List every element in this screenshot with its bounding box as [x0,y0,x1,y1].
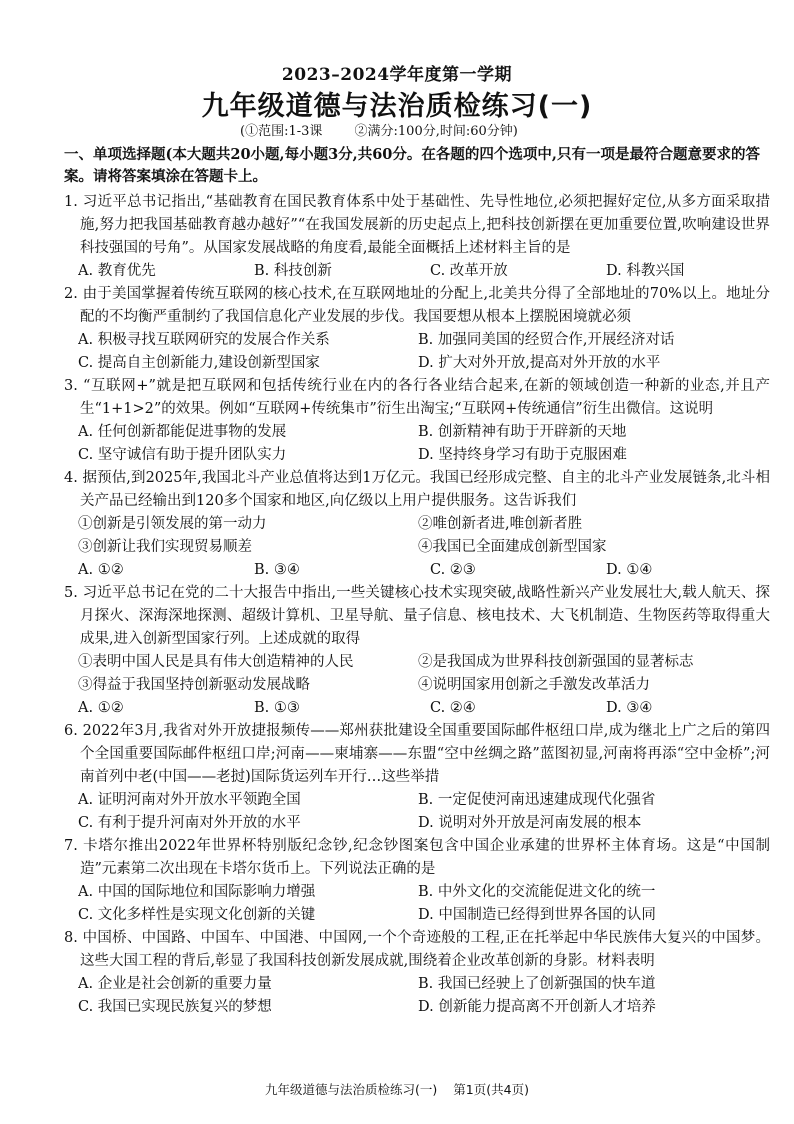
option-a: A. 企业是社会创新的重要力量 [78,976,272,992]
page-footer [0,1080,794,1098]
option-c: C. 有利于提升河南对外开放的水平 [78,815,301,831]
option-c: C. 文化多样性是实现文化创新的关键 [78,907,316,923]
question-6 [64,720,770,835]
option-a: A. 积极寻找互联网研究的发展合作关系 [78,332,330,348]
option-b: B. 一定促使河南迅速建成现代化强省 [418,792,656,808]
year-term: 2023–2024学年度第一学期 [281,65,513,85]
option-c: C. 提高自主创新能力,建设创新型国家 [78,355,320,371]
exam-scope [240,120,780,139]
statement-item: ③得益于我国坚持创新驱动发展战略 [78,677,310,693]
option-list [64,329,770,375]
question-2 [64,283,770,375]
option-b: B. ③④ [254,562,300,578]
option-c: C. 改革开放 [430,263,508,279]
statement-list [64,651,770,697]
page-title: 九年级道德与法治质检练习(一) [201,91,593,122]
option-d: D. 坚持终身学习有助于克服困难 [418,447,627,463]
option-a: A. 任何创新都能促进事物的发展 [78,424,287,440]
option-a: A. 中国的国际地位和国际影响力增强 [78,884,316,900]
question-4 [64,467,770,582]
statement-item: ④说明国家用创新之手激发改革活力 [418,677,650,693]
option-list [64,260,770,283]
option-list [64,697,770,720]
question-stem: 6. 2022年3月,我省对外开放捷报频传——郑州获批建设全国重要国际邮件枢纽口岸,成为继北上广之后的第四个全国重要国际邮件枢纽口岸;河南——柬埔寨——东盟“空中丝绸之路”蓝图初显,河南将再添“空中金桥”;河南首列中老(中国——老挝)国际货运列车开行…这些举措 [64,723,770,785]
statement-item: ③创新让我们实现贸易顺差 [78,539,252,555]
question-stem: 4. 据预估,到2025年,我国北斗产业总值将达到1万亿元。我国已经形成完整、自主的北斗产业发展链条,北斗相关产品已经输出到120多个国家和地区,向亿级以上用户提供服务。这告诉我们 [64,470,770,509]
question-1 [64,191,770,283]
question-stem: 5. 习近平总书记在党的二十大报告中指出,一些关键核心技术实现突破,战略性新兴产业发展壮大,载人航天、探月探火、深海深地探测、超级计算机、卫星导航、量子信息、核电技术、大飞机制造、生物医药等取得重大成果,进入创新型国家行列。上述成就的取得 [64,585,770,647]
option-d: D. 科教兴国 [606,263,685,279]
option-list [64,421,770,467]
option-b: B. 中外文化的交流能促进文化的统一 [418,884,656,900]
scope-points-time: ②满分:100分,时间:60分钟) [354,124,518,139]
question-stem: 3. “互联网+”就是把互联网和包括传统行业在内的各行各业结合起来,在新的领域创造一种新的业态,并且产生“1+1>2”的效果。例如“互联网+传统集市”衍生出淘宝;“互联网+传统通信”衍生出微信。这说明 [64,378,770,417]
option-list [64,881,770,927]
question-stem: 2. 由于美国掌握着传统互联网的核心技术,在互联网地址的分配上,北美共分得了全部地址的70%以上。地址分配的不均衡严重制约了我国信息化产业发展的步伐。我国要想从根本上摆脱困境就必须 [64,286,770,325]
option-a: A. 教育优先 [78,263,156,279]
question-stem: 8. 中国桥、中国路、中国车、中国港、中国网,一个个奇迹般的工程,正在托举起中华民族伟大复兴的中国梦。这些大国工程的背后,彰显了我国科技创新发展成就,围绕着企业改革创新的身影。材料表明 [64,930,770,969]
statement-list [64,513,770,559]
option-list [64,789,770,835]
question-5 [64,582,770,720]
statement-item: ④我国已全面建成创新型国家 [418,539,607,555]
scope-range: (①范围:1-3课 [240,124,323,139]
question-stem: 7. 卡塔尔推出2022年世界杯特别版纪念钞,纪念钞图案包含中国企业承建的世界杯主体育场。这是“中国制造”元素第二次出现在卡塔尔货币上。下列说法正确的是 [64,838,770,877]
option-b: B. 科技创新 [254,263,332,279]
statement-item: ①表明中国人民是具有伟大创造精神的人民 [78,654,354,670]
question-8 [64,927,770,1019]
question-stem: 1. 习近平总书记指出,“基础教育在国民教育体系中处于基础性、先导性地位,必须把握好定位,从多方面采取措施,努力把我国基础教育越办越好”“在我国发展新的历史起点上,把科技创新摆在更加重要位置,吹响建设世界科技强国的号角”。从国家发展战略的角度看,最能全面概括上述材料主旨的是 [64,194,770,256]
footer-page-number: 第1页(共4页) [453,1082,529,1097]
option-d: D. ①④ [606,562,653,578]
question-3 [64,375,770,467]
option-d: D. ③④ [606,700,653,716]
option-d: D. 创新能力提高离不开创新人才培养 [418,999,656,1015]
option-b: B. ①③ [254,700,300,716]
footer-title: 九年级道德与法治质检练习(一) [265,1082,438,1097]
option-d: D. 扩大对外开放,提高对外开放的水平 [418,355,661,371]
question-7 [64,835,770,927]
option-c: C. ②④ [430,700,476,716]
option-b: B. 我国已经驶上了创新强国的快车道 [418,976,656,992]
option-b: B. 加强同美国的经贸合作,开展经济对话 [418,332,675,348]
option-a: A. ①② [78,700,124,716]
statement-item: ②是我国成为世界科技创新强国的显著标志 [418,654,694,670]
option-d: D. 说明对外开放是河南发展的根本 [418,815,642,831]
section-heading: 一、单项选择题(本大题共20小题,每小题3分,共60分。在各题的四个选项中,只有一项是最符合题意要求的答案。请将答案填涂在答题卡上。 [64,146,760,185]
option-c: C. 我国已实现民族复兴的梦想 [78,999,272,1015]
option-d: D. 中国制造已经得到世界各国的认同 [418,907,656,923]
option-a: A. ①② [78,562,124,578]
option-c: C. 坚守诚信有助于提升团队实力 [78,447,287,463]
statement-item: ②唯创新者进,唯创新者胜 [418,516,583,532]
option-b: B. 创新精神有助于开辟新的天地 [418,424,627,440]
option-c: C. ②③ [430,562,476,578]
statement-item: ①创新是引领发展的第一动力 [78,516,267,532]
question-list [64,191,770,1019]
option-list [64,973,770,1019]
option-list [64,559,770,582]
option-a: A. 证明河南对外开放水平领跑全国 [78,792,301,808]
